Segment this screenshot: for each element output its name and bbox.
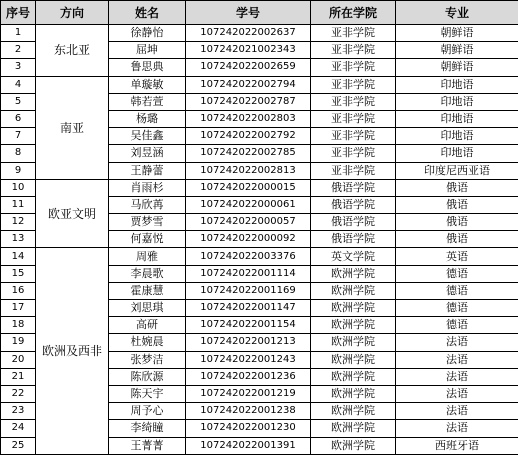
row-student-id: 107242022001238 <box>186 403 311 420</box>
table-body <box>1 25 518 455</box>
row-major: 朝鲜语 <box>396 25 518 42</box>
row-student-id: 107242022002659 <box>186 59 311 76</box>
row-college: 亚非学院 <box>311 162 396 179</box>
row-name: 周予心 <box>109 403 186 420</box>
row-name: 马欣苒 <box>109 196 186 213</box>
row-college: 亚非学院 <box>311 128 396 145</box>
row-student-id: 107242022003376 <box>186 248 311 265</box>
row-college: 欧洲学院 <box>311 334 396 351</box>
row-major: 法语 <box>396 368 518 385</box>
row-major: 印地语 <box>396 128 518 145</box>
table-row <box>1 25 518 42</box>
row-major: 俄语 <box>396 179 518 196</box>
row-college: 欧洲学院 <box>311 282 396 299</box>
row-major: 俄语 <box>396 196 518 213</box>
row-no: 17 <box>1 300 36 317</box>
row-major: 印地语 <box>396 76 518 93</box>
row-student-id: 107242022002787 <box>186 93 311 110</box>
row-name: 张梦洁 <box>109 351 186 368</box>
row-major: 朝鲜语 <box>396 59 518 76</box>
row-no: 23 <box>1 403 36 420</box>
row-name: 周雅 <box>109 248 186 265</box>
row-no: 18 <box>1 317 36 334</box>
row-no: 20 <box>1 351 36 368</box>
row-student-id: 107242022000061 <box>186 196 311 213</box>
row-college: 亚非学院 <box>311 76 396 93</box>
row-student-id: 107242022001213 <box>186 334 311 351</box>
row-student-id: 107242022001243 <box>186 351 311 368</box>
row-name: 高研 <box>109 317 186 334</box>
row-no: 1 <box>1 25 36 42</box>
row-no: 4 <box>1 76 36 93</box>
row-major: 法语 <box>396 334 518 351</box>
row-name: 贾梦雪 <box>109 214 186 231</box>
row-student-id: 107242022001169 <box>186 282 311 299</box>
row-student-id: 107242022000092 <box>186 231 311 248</box>
row-no: 6 <box>1 110 36 127</box>
row-name: 吴佳鑫 <box>109 128 186 145</box>
row-no: 9 <box>1 162 36 179</box>
row-major: 法语 <box>396 420 518 437</box>
table-header <box>1 1 518 25</box>
row-no: 3 <box>1 59 36 76</box>
row-major: 德语 <box>396 300 518 317</box>
row-no: 13 <box>1 231 36 248</box>
row-major: 法语 <box>396 385 518 402</box>
row-college: 俄语学院 <box>311 231 396 248</box>
row-major: 朝鲜语 <box>396 42 518 59</box>
direction-cell: 南亚 <box>36 76 109 179</box>
row-no: 12 <box>1 214 36 231</box>
row-no: 7 <box>1 128 36 145</box>
row-name: 韩若萱 <box>109 93 186 110</box>
row-name: 徐静怡 <box>109 25 186 42</box>
row-major: 印地语 <box>396 145 518 162</box>
header-direction: 方向 <box>36 1 109 25</box>
header-college: 所在学院 <box>311 1 396 25</box>
row-student-id: 107242022000015 <box>186 179 311 196</box>
row-name: 霍康慧 <box>109 282 186 299</box>
table-row <box>1 76 518 93</box>
row-student-id: 107242022001147 <box>186 300 311 317</box>
row-name: 陈天宇 <box>109 385 186 402</box>
row-college: 俄语学院 <box>311 214 396 231</box>
row-no: 5 <box>1 93 36 110</box>
row-name: 何嘉悦 <box>109 231 186 248</box>
row-major: 德语 <box>396 265 518 282</box>
row-major: 印地语 <box>396 93 518 110</box>
row-no: 10 <box>1 179 36 196</box>
row-no: 14 <box>1 248 36 265</box>
row-name: 杜婉晨 <box>109 334 186 351</box>
row-college: 亚非学院 <box>311 145 396 162</box>
row-college: 欧洲学院 <box>311 351 396 368</box>
row-student-id: 107242022001114 <box>186 265 311 282</box>
row-name: 屈坤 <box>109 42 186 59</box>
row-college: 俄语学院 <box>311 179 396 196</box>
row-student-id: 107242022001230 <box>186 420 311 437</box>
row-college: 亚非学院 <box>311 42 396 59</box>
row-college: 欧洲学院 <box>311 403 396 420</box>
row-name: 王静蕾 <box>109 162 186 179</box>
table-row <box>1 248 518 265</box>
row-major: 印地语 <box>396 110 518 127</box>
row-college: 欧洲学院 <box>311 317 396 334</box>
row-student-id: 107242022001391 <box>186 437 311 454</box>
table-row <box>1 179 518 196</box>
row-name: 单璇敏 <box>109 76 186 93</box>
row-no: 19 <box>1 334 36 351</box>
row-no: 22 <box>1 385 36 402</box>
row-college: 欧洲学院 <box>311 385 396 402</box>
row-name: 李晨歌 <box>109 265 186 282</box>
row-no: 8 <box>1 145 36 162</box>
row-student-id: 107242022002637 <box>186 25 311 42</box>
header-row <box>1 1 518 25</box>
row-college: 亚非学院 <box>311 25 396 42</box>
row-no: 16 <box>1 282 36 299</box>
row-student-id: 107242022002794 <box>186 76 311 93</box>
row-college: 欧洲学院 <box>311 420 396 437</box>
row-student-id: 107242022002813 <box>186 162 311 179</box>
row-student-id: 107242022001219 <box>186 385 311 402</box>
row-college: 亚非学院 <box>311 59 396 76</box>
row-major: 印度尼西亚语 <box>396 162 518 179</box>
row-student-id: 107242022000057 <box>186 214 311 231</box>
row-name: 李绮瞳 <box>109 420 186 437</box>
row-student-id: 107242021002343 <box>186 42 311 59</box>
row-college: 欧洲学院 <box>311 265 396 282</box>
row-no: 15 <box>1 265 36 282</box>
row-student-id: 107242022001236 <box>186 368 311 385</box>
row-college: 俄语学院 <box>311 196 396 213</box>
row-name: 陈欣源 <box>109 368 186 385</box>
row-no: 11 <box>1 196 36 213</box>
row-no: 21 <box>1 368 36 385</box>
header-name: 姓名 <box>109 1 186 25</box>
direction-cell: 欧洲及西非 <box>36 248 109 454</box>
row-major: 俄语 <box>396 214 518 231</box>
header-no: 序号 <box>1 1 36 25</box>
row-major: 德语 <box>396 317 518 334</box>
row-no: 2 <box>1 42 36 59</box>
row-college: 英文学院 <box>311 248 396 265</box>
row-name: 鲁思典 <box>109 59 186 76</box>
header-major: 专业 <box>396 1 518 25</box>
row-major: 西班牙语 <box>396 437 518 454</box>
row-college: 欧洲学院 <box>311 437 396 454</box>
direction-cell: 欧亚文明 <box>36 179 109 248</box>
row-name: 刘昱涵 <box>109 145 186 162</box>
row-college: 欧洲学院 <box>311 300 396 317</box>
row-major: 英语 <box>396 248 518 265</box>
row-college: 亚非学院 <box>311 110 396 127</box>
row-name: 杨璐 <box>109 110 186 127</box>
row-major: 德语 <box>396 282 518 299</box>
row-name: 王菁菁 <box>109 437 186 454</box>
row-name: 肖雨杉 <box>109 179 186 196</box>
row-student-id: 107242022002785 <box>186 145 311 162</box>
row-no: 24 <box>1 420 36 437</box>
row-major: 法语 <box>396 351 518 368</box>
row-major: 俄语 <box>396 231 518 248</box>
header-student-id: 学号 <box>186 1 311 25</box>
row-name: 刘思琪 <box>109 300 186 317</box>
row-college: 欧洲学院 <box>311 368 396 385</box>
direction-cell: 东北亚 <box>36 25 109 77</box>
row-student-id: 107242022002792 <box>186 128 311 145</box>
row-student-id: 107242022002803 <box>186 110 311 127</box>
row-major: 法语 <box>396 403 518 420</box>
row-student-id: 107242022001154 <box>186 317 311 334</box>
row-no: 25 <box>1 437 36 454</box>
row-college: 亚非学院 <box>311 93 396 110</box>
